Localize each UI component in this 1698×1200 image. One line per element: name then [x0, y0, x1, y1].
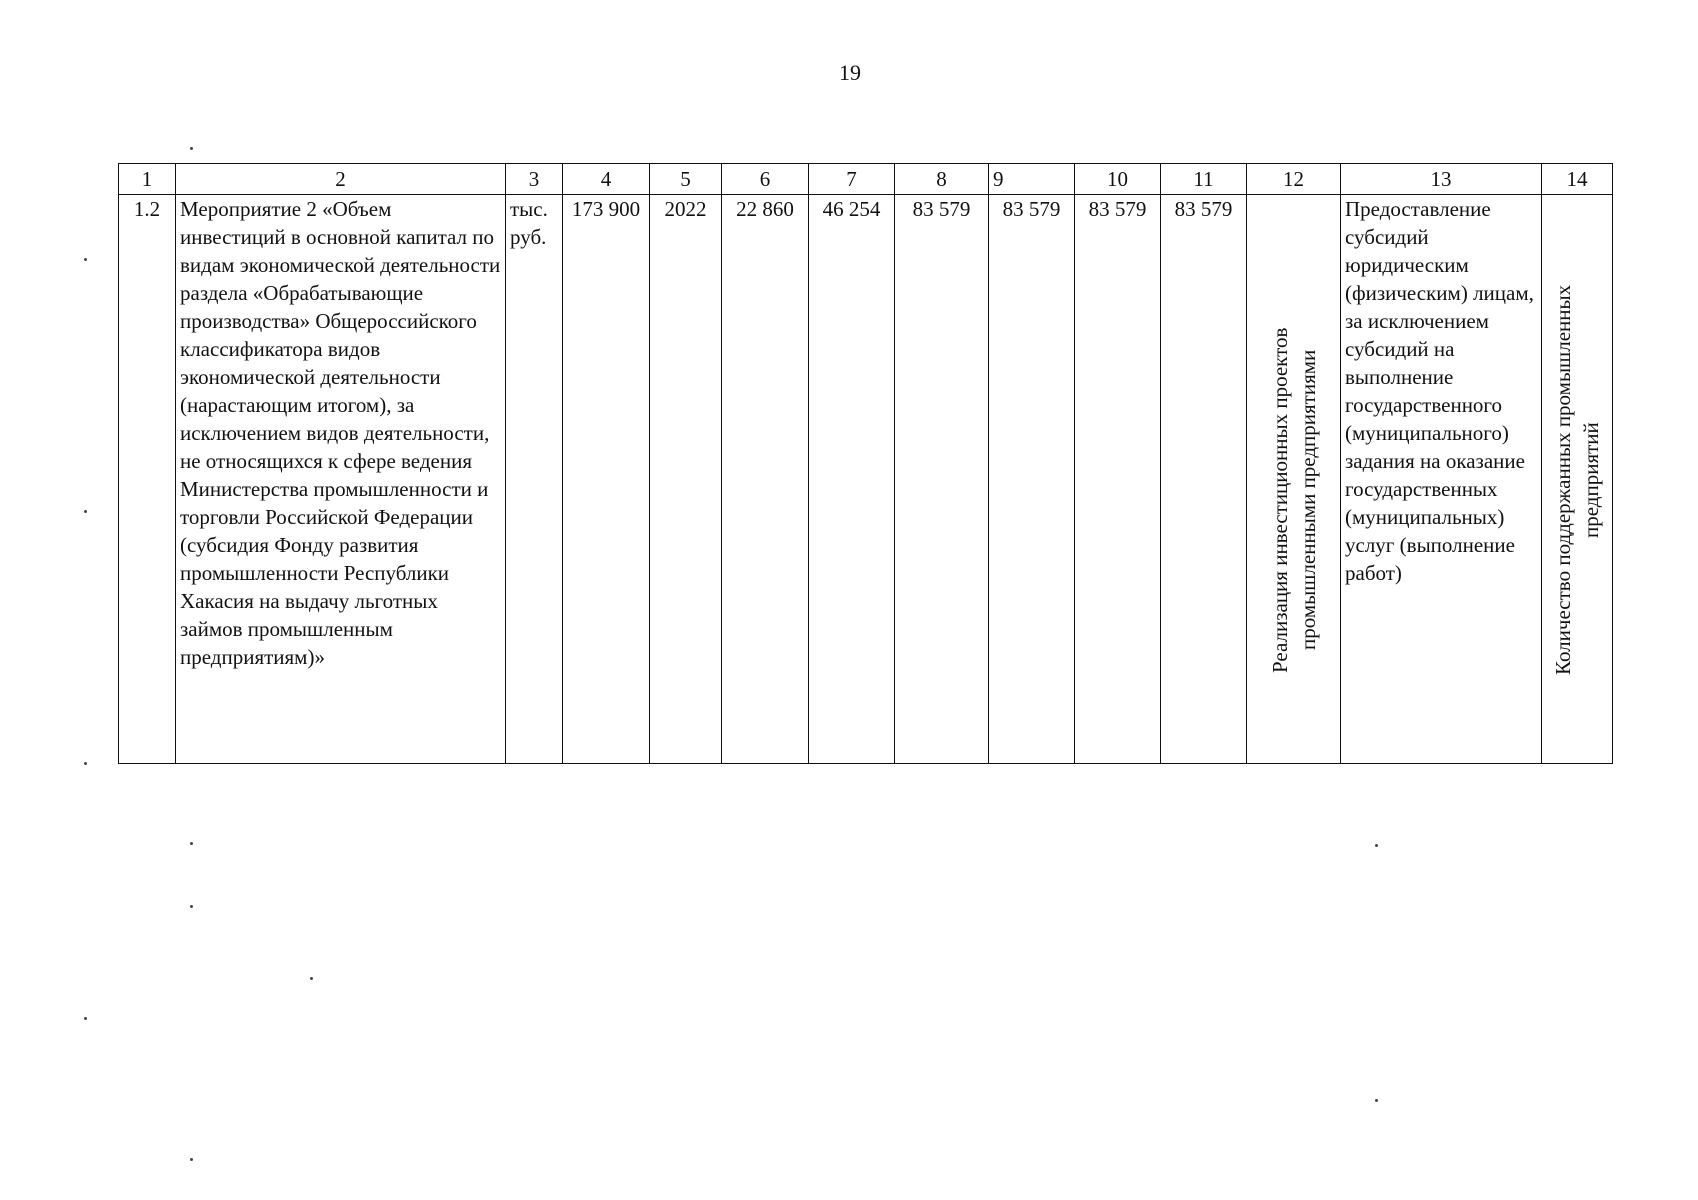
value-col-6-cell: 22 860	[722, 195, 809, 764]
scan-speck	[190, 147, 193, 150]
unit-cell: тыс. руб.	[506, 195, 563, 764]
header-col-8: 8	[895, 164, 989, 195]
scan-speck	[190, 1158, 193, 1161]
header-col-5: 5	[650, 164, 722, 195]
scan-speck	[84, 258, 87, 261]
header-col-4: 4	[563, 164, 650, 195]
value-col-7-cell: 46 254	[809, 195, 895, 764]
header-col-13: 13	[1341, 164, 1542, 195]
result-cell	[1247, 195, 1341, 764]
value-col-10-cell: 83 579	[1075, 195, 1161, 764]
scan-speck	[1375, 844, 1378, 847]
scan-speck	[190, 905, 193, 908]
header-col-2: 2	[176, 164, 506, 195]
header-col-6: 6	[722, 164, 809, 195]
year-cell: 2022	[650, 195, 722, 764]
scan-speck	[310, 977, 313, 980]
result-text: Реализация инвестиционных проектов промышленными предприятиями	[1267, 327, 1320, 673]
header-col-11: 11	[1161, 164, 1247, 195]
header-col-7: 7	[809, 164, 895, 195]
indicator-text: Количество поддержанных промышленных предприятий	[1551, 284, 1603, 676]
header-col-9: 9	[989, 164, 1075, 195]
scan-speck	[190, 842, 193, 845]
scan-speck	[84, 510, 87, 513]
indicator-cell	[1542, 195, 1613, 764]
header-col-1: 1	[119, 164, 176, 195]
scan-speck	[84, 1017, 87, 1020]
value-col-9-cell: 83 579	[989, 195, 1075, 764]
table-row	[119, 195, 1613, 764]
value-col-8-cell: 83 579	[895, 195, 989, 764]
row-number-cell: 1.2	[119, 195, 176, 764]
header-col-12: 12	[1247, 164, 1341, 195]
header-col-10: 10	[1075, 164, 1161, 195]
header-col-14: 14	[1542, 164, 1613, 195]
header-col-3: 3	[506, 164, 563, 195]
table-header-row	[119, 164, 1613, 195]
activity-description-cell: Мероприятие 2 «Объем инвестиций в основной капитал по видам экономической деятельности раздела «Обрабатывающие производства» Общероссийского классификатора видов экономической деятельности (нарастающим итогом), за исключением видов деятельности, не относящихся к сфере ведения Министерства промышленности и торговли Российской Федерации (субсидия Фонду развития промышленности Республики Хакасия на выдачу льготных займов промышленным предприятиям)»	[176, 195, 506, 764]
scan-speck	[84, 762, 87, 765]
value-col-4-cell: 173 900	[563, 195, 650, 764]
value-col-11-cell: 83 579	[1161, 195, 1247, 764]
page-number: 19	[839, 60, 861, 85]
direction-cell: Предоставление субсидий юридическим (физическим) лицам, за исключением субсидий на выполнение государственного (муниципального) задания на оказание государственных (муниципальных) услуг (выполнение работ)	[1341, 195, 1542, 764]
indicator-table	[118, 163, 1613, 764]
scan-speck	[1375, 1099, 1378, 1102]
